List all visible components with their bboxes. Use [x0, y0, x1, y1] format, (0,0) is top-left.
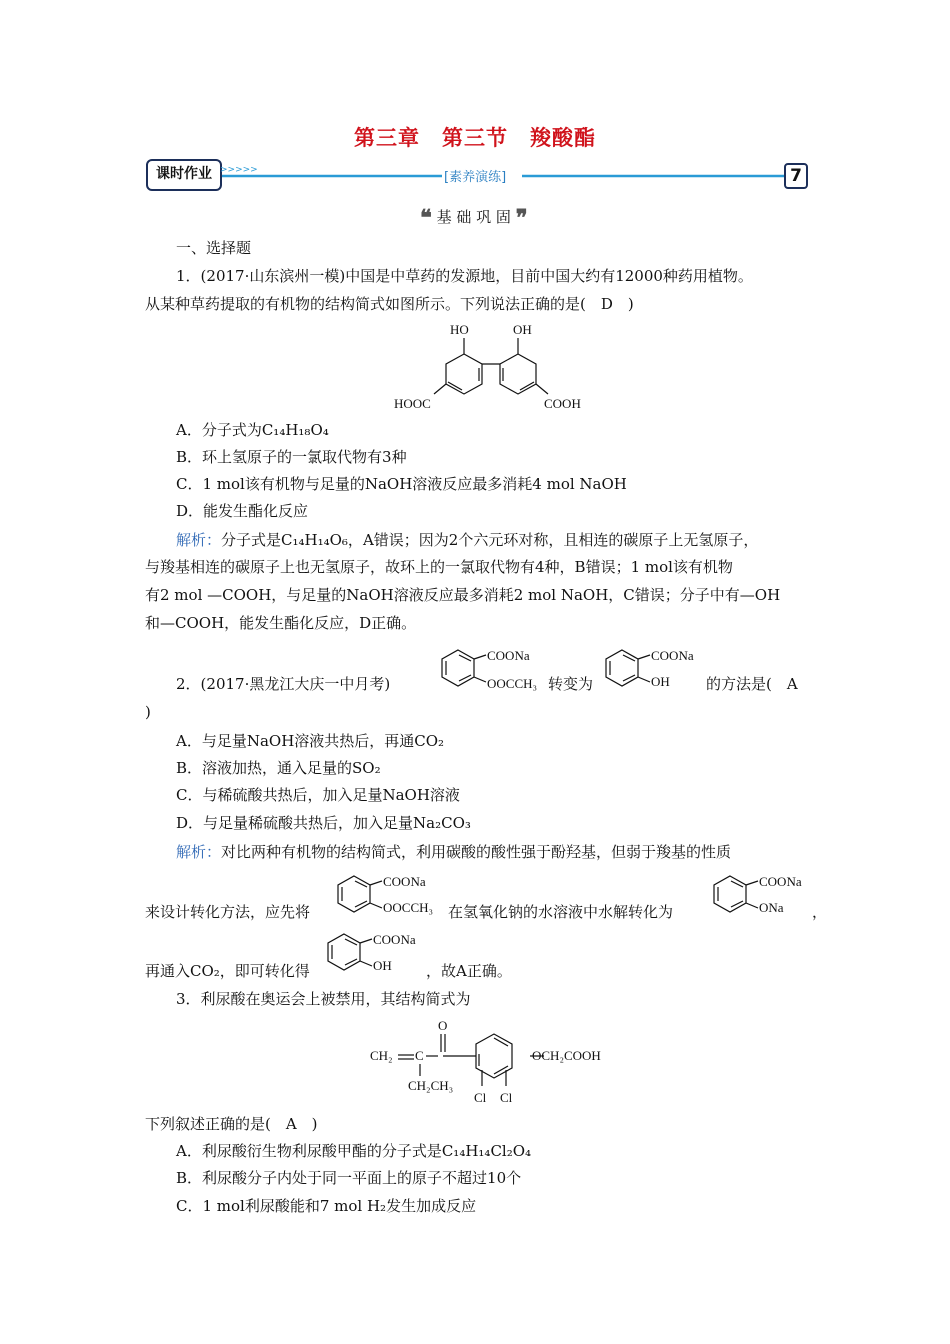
q1-analysis-line4: 和—COOH，能发生酯化反应，D正确。	[145, 614, 417, 632]
q2-option-c: C．与稀硫酸共热后，加入足量NaOH溶液	[176, 786, 460, 804]
q1-option-d: D．能发生酯化反应	[176, 502, 309, 520]
q2-analysis-2c: ，	[812, 903, 828, 921]
q1-option-a: A．分子式为C₁₄H₁₈O₄	[176, 421, 329, 439]
q3-stem: 3．利尿酸在奥运会上被禁用，其结构简式为	[176, 990, 471, 1008]
q2-analysis-2b: 在氢氧化钠的水溶液中水解转化为	[448, 903, 674, 921]
q2-structure-3	[330, 872, 448, 920]
q3-o-label: O	[438, 1018, 448, 1033]
header-arrows: >>>>>	[220, 165, 258, 175]
q2-structure-5	[320, 930, 424, 978]
q1-analysis-line2: 与羧基相连的碳原子上也无氢原子，故环上的一氯取代物有4种，B错误；1 mol该有机物	[145, 558, 733, 576]
section-heading	[420, 205, 528, 231]
q1-option-b: B．环上氢原子的一氯取代物有3种	[176, 448, 407, 466]
left-quote-icon: ❝	[420, 205, 432, 231]
q2-analysis-text1: 对比两种有机物的结构简式，利用碳酸的酸性强于酚羟基，但弱于羧基的性质	[221, 843, 732, 861]
part-heading: 一、选择题	[176, 239, 252, 257]
q2-option-b: B．溶液加热，通入足量的SO₂	[176, 759, 381, 777]
q1-option-c: C．1 mol该有机物与足量的NaOH溶液反应最多消耗4 mol NaOH	[176, 475, 627, 493]
q2-analysis-line1	[176, 842, 731, 862]
q2-s5-top: COONa	[373, 932, 416, 947]
q2-s2-top: COONa	[651, 648, 694, 663]
header-number-badge: 7	[784, 163, 808, 189]
q3-c-label: C	[415, 1048, 424, 1063]
q2-analysis-3b: ，故A正确。	[426, 962, 512, 980]
q2-option-a: A．与足量NaOH溶液共热后，再通CO₂	[176, 732, 445, 750]
homework-tag: 课时作业	[146, 159, 222, 191]
q2-stem-prefix: 2．(2017·黑龙江大庆一中月考)	[176, 675, 391, 693]
q1-analysis-label: 解析：	[176, 531, 222, 549]
q1-analysis-text1: 分子式是C₁₄H₁₄O₆，A错误；因为2个六元环对称，且相连的碳原子上无氢原子，	[221, 531, 759, 549]
q2-stem-end: )	[145, 703, 151, 721]
q1-analysis-line1	[176, 530, 758, 550]
q3-ch2-label: CH₂	[370, 1048, 393, 1063]
q2-structure-2	[598, 646, 706, 694]
q2-structure-1	[434, 646, 548, 694]
q2-s4-top: COONa	[759, 874, 802, 889]
q2-option-d: D．与足量稀硫酸共热后，加入足量Na₂CO₃	[176, 814, 471, 832]
q3-structure-diagram	[366, 1014, 626, 1108]
q1-stem-line1: 1．(2017·山东滨州一模)中国是中草药的发源地，目前中国大约有12000种药用植物。	[176, 267, 753, 285]
q2-analysis-label: 解析：	[176, 843, 222, 861]
q2-structure-4	[706, 872, 810, 920]
q3-cl1-label: Cl	[474, 1090, 487, 1105]
q3-question: 下列叙述正确的是( A )	[145, 1115, 318, 1133]
q2-analysis-3a: 再通入CO₂，即可转化得	[145, 962, 310, 980]
q2-stem-mid: 转变为	[548, 675, 594, 693]
q1-oh-label: OH	[513, 322, 532, 337]
q3-option-c: C．1 mol利尿酸能和7 mol H₂发生加成反应	[176, 1197, 477, 1215]
q1-ho-label: HO	[450, 322, 469, 337]
q3-och2cooh-label: OCH₂COOH	[532, 1048, 601, 1063]
q3-ethyl-label: CH₂CH₃	[408, 1078, 454, 1093]
q2-s1-bottom: OOCCH₃	[487, 676, 538, 691]
q1-stem-line2: 从某种草药提取的有机物的结构简式如图所示。下列说法正确的是( D )	[145, 295, 634, 313]
q2-s5-bottom: OH	[373, 958, 392, 973]
section-heading-text: 基 础 巩 固	[436, 208, 511, 226]
page-title: 第三章 第三节 羧酸酯	[354, 126, 596, 150]
q3-cl2-label: Cl	[500, 1090, 513, 1105]
q1-structure-diagram	[390, 318, 600, 416]
header-center-label: [素养演练]	[444, 170, 507, 185]
q2-stem-suffix: 的方法是( A	[706, 675, 798, 693]
q1-hooc-label: HOOC	[394, 396, 431, 411]
q1-analysis-line3: 有2 mol —COOH，与足量的NaOH溶液反应最多消耗2 mol NaOH，C错误；分子中有—OH	[145, 586, 781, 604]
right-quote-icon: ❞	[515, 205, 528, 231]
q2-s3-bottom: OOCCH₃	[383, 900, 434, 915]
q3-option-b: B．利尿酸分子内处于同一平面上的原子不超过10个	[176, 1169, 522, 1187]
q1-cooh-label: COOH	[544, 396, 581, 411]
q3-option-a: A．利尿酸衍生物利尿酸甲酯的分子式是C₁₄H₁₄Cl₂O₄	[176, 1142, 532, 1160]
q2-analysis-2a: 来设计转化方法，应先将	[145, 903, 311, 921]
q2-s1-top: COONa	[487, 648, 530, 663]
q2-s4-bottom: ONa	[759, 900, 784, 915]
q2-s3-top: COONa	[383, 874, 426, 889]
q2-s2-bottom: OH	[651, 674, 670, 689]
